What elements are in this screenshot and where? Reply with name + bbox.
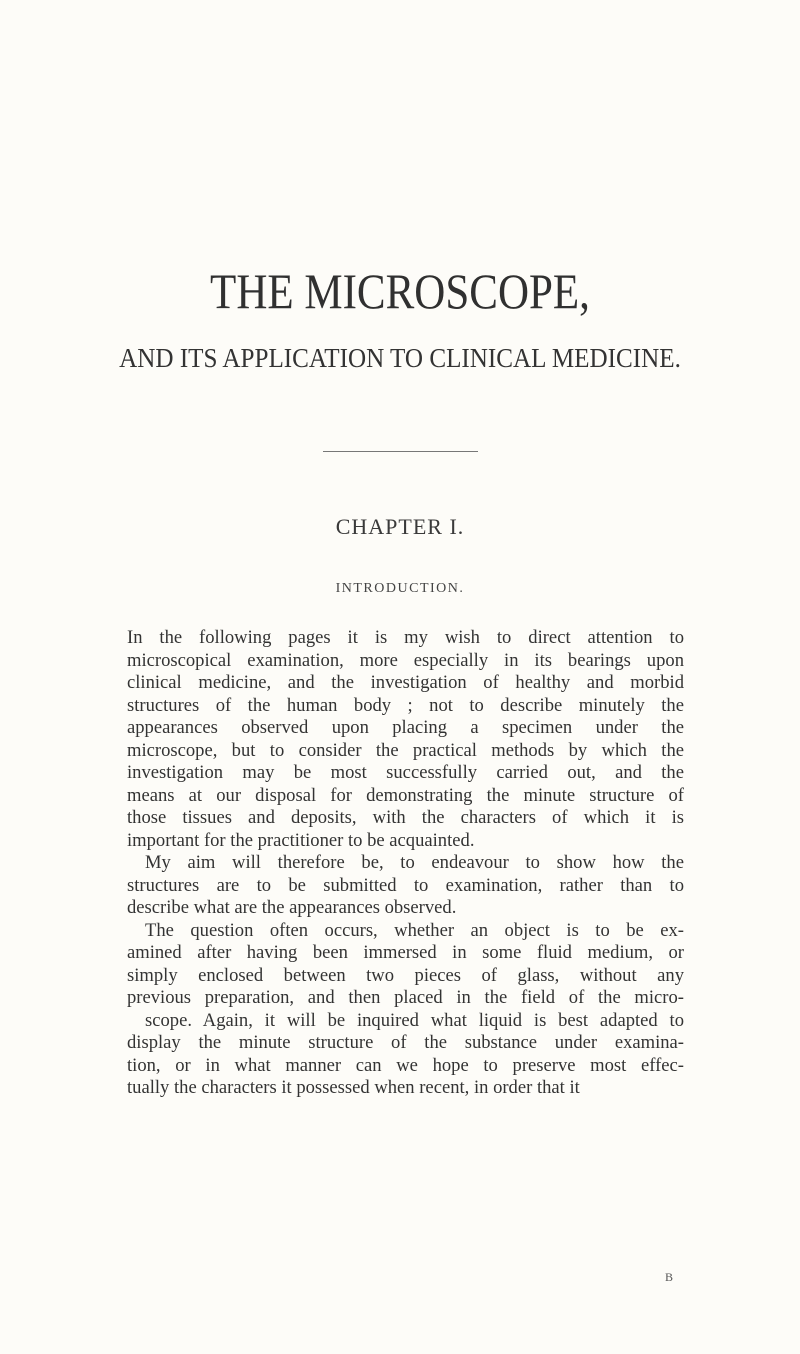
text-line: My aim will therefore be, to endeavour to show how the <box>145 852 684 873</box>
text-line: The question often occurs, whether an object is to be ex- <box>145 919 684 941</box>
text-line: clinical medicine, and the investigation of healthy and morbid <box>127 672 684 693</box>
text-line: structures of the human body ; not to describe minutely the <box>127 694 684 716</box>
text-line: structures are to be submitted to examination, rather than to <box>127 874 684 896</box>
text-line: means at our disposal for demonstrating the minute structure of <box>127 784 684 806</box>
text-line: investigation may be most successfully carried out, and the <box>127 762 684 783</box>
text-line: amined after having been immersed in some fluid medium, or <box>127 942 684 963</box>
text-line: important for the practitioner to be acquainted. <box>127 829 475 851</box>
book-subtitle: AND ITS APPLICATION TO CLINICAL MEDICINE. <box>119 343 681 373</box>
book-title: THE MICROSCOPE, <box>210 263 590 319</box>
text-line: describe what are the appearances observed. <box>127 897 457 918</box>
section-heading: INTRODUCTION. <box>335 581 465 596</box>
text-line: simply enclosed between two pieces of glass, without any <box>127 964 684 986</box>
signature-mark: B <box>665 1270 674 1284</box>
text-line: appearances observed upon placing a specimen under the <box>127 717 684 738</box>
text-line: those tissues and deposits, with the characters of which it is <box>127 807 684 828</box>
chapter-heading: CHAPTER I. <box>335 514 465 539</box>
text-line: scope. Again, it will be inquired what liquid is best adapted to <box>145 1009 684 1031</box>
text-line: previous preparation, and then placed in the field of the micro- <box>127 987 684 1008</box>
title-rule-divider <box>323 451 478 452</box>
text-line: microscope, but to consider the practical methods by which the <box>127 739 684 761</box>
text-line: microscopical examination, more especially in its bearings upon <box>127 649 684 671</box>
text-line: display the minute structure of the substance under examina- <box>127 1032 684 1053</box>
text-line: tually the characters it possessed when recent, in order that it <box>127 1077 580 1098</box>
text-line: In the following pages it is my wish to direct attention to <box>127 627 684 648</box>
text-line: tion, or in what manner can we hope to preserve most effec- <box>127 1054 684 1076</box>
